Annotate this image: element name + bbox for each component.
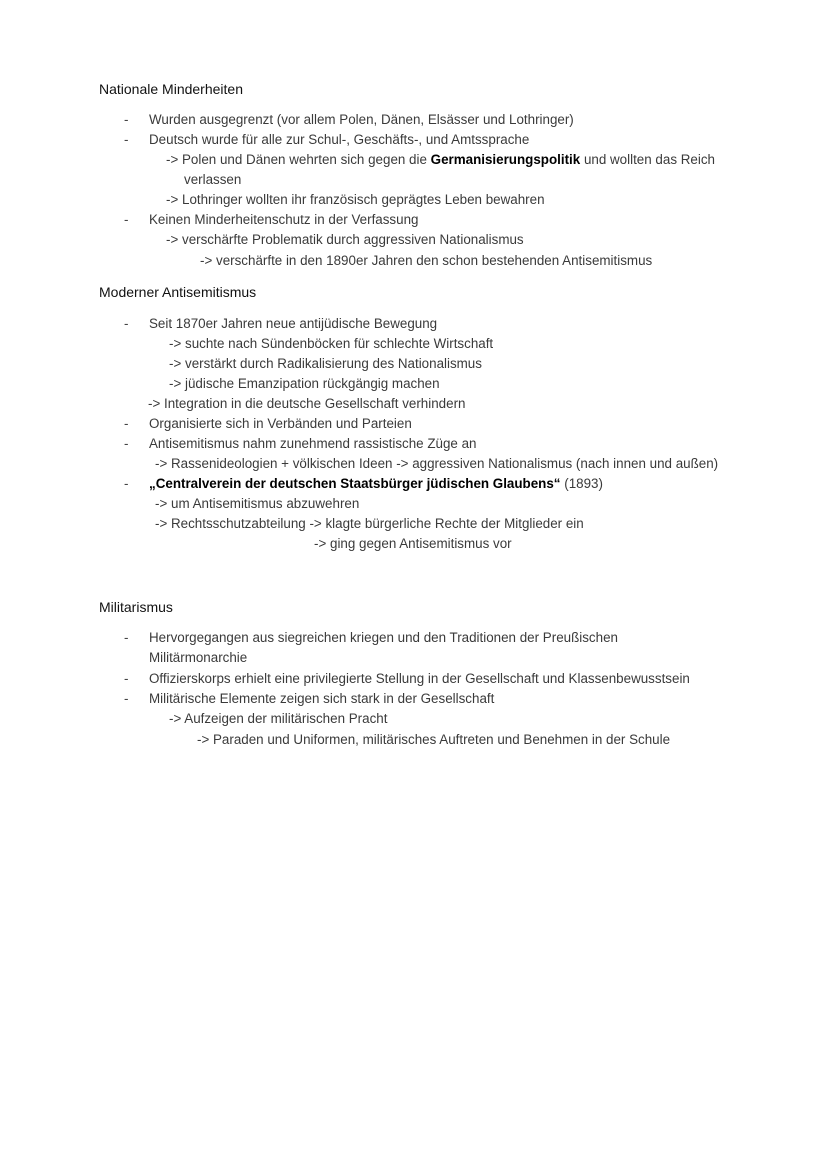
bullet-dash: - xyxy=(124,630,129,645)
bullet-text-year: (1893) xyxy=(560,476,603,491)
bullet-text: Antisemitismus nahm zunehmend rassistische Züge an xyxy=(149,436,477,451)
sub-point-continuation: verlassen xyxy=(184,172,242,187)
bullet-dash: - xyxy=(124,416,129,431)
sub-point xyxy=(166,151,715,169)
sub-point: -> Integration in die deutsche Gesellschaft verhindern xyxy=(148,396,466,411)
section-heading-nationale-minderheiten: Nationale Minderheiten xyxy=(99,81,243,97)
bullet-text: Militärische Elemente zeigen sich stark in der Gesellschaft xyxy=(149,691,495,706)
bullet-dash: - xyxy=(124,112,129,127)
sub-point-text: -> Polen und Dänen wehrten sich gegen die xyxy=(166,152,431,167)
bullet-dash: - xyxy=(124,476,129,491)
sub-point: -> verstärkt durch Radikalisierung des Nationalismus xyxy=(169,356,482,371)
bold-term-centralverein: „Centralverein der deutschen Staatsbürger jüdischen Glaubens“ xyxy=(149,476,561,491)
bullet-text: Offizierskorps erhielt eine privilegierte Stellung in der Gesellschaft und Klassenbewusstsein xyxy=(149,671,690,686)
sub-sub-point: -> verschärfte in den 1890er Jahren den schon bestehenden Antisemitismus xyxy=(200,253,653,268)
sub-point: -> jüdische Emanzipation rückgängig machen xyxy=(169,376,440,391)
bullet-text: Organisierte sich in Verbänden und Parteien xyxy=(149,416,412,431)
sub-point: -> um Antisemitismus abzuwehren xyxy=(155,496,360,511)
bullet-text: Seit 1870er Jahren neue antijüdische Bewegung xyxy=(149,316,438,331)
sub-point: -> Rechtsschutzabteilung -> klagte bürgerliche Rechte der Mitglieder ein xyxy=(155,516,584,531)
bullet-text: Wurden ausgegrenzt (vor allem Polen, Dänen, Elsässer und Lothringer) xyxy=(149,112,574,127)
sub-sub-point: -> ging gegen Antisemitismus vor xyxy=(314,536,512,551)
bold-term-germanisierungspolitik: Germanisierungspolitik xyxy=(430,152,581,167)
sub-point: -> verschärfte Problematik durch aggressiven Nationalismus xyxy=(166,232,524,247)
sub-point: -> Rassenideologien + völkischen Ideen -> aggressiven Nationalismus (nach innen und außen) xyxy=(155,456,719,471)
bullet-text: Hervorgegangen aus siegreichen kriegen und den Traditionen der Preußischen xyxy=(149,630,618,645)
sub-point: -> Lothringer wollten ihr französisch geprägtes Leben bewahren xyxy=(166,192,545,207)
section-heading-moderner-antisemitismus: Moderner Antisemitismus xyxy=(99,284,257,300)
bullet-dash: - xyxy=(124,212,129,227)
bullet-dash: - xyxy=(124,671,129,686)
bullet-text-continuation: Militärmonarchie xyxy=(149,650,248,665)
bullet-dash: - xyxy=(124,132,129,147)
sub-point: -> suchte nach Sündenböcken für schlechte Wirtschaft xyxy=(169,336,494,351)
section-heading-militarismus: Militarismus xyxy=(99,599,173,615)
bullet-dash: - xyxy=(124,316,129,331)
sub-point-text: und wollten das Reich xyxy=(580,152,715,167)
sub-sub-point: -> Paraden und Uniformen, militärisches Auftreten und Benehmen in der Schule xyxy=(197,732,671,747)
bullet-text: Deutsch wurde für alle zur Schul-, Geschäfts-, und Amtssprache xyxy=(149,132,530,147)
bullet-text xyxy=(149,475,603,493)
bullet-dash: - xyxy=(124,691,129,706)
bullet-text: Keinen Minderheitenschutz in der Verfassung xyxy=(149,212,419,227)
bullet-dash: - xyxy=(124,436,129,451)
sub-point: -> Aufzeigen der militärischen Pracht xyxy=(169,711,388,726)
